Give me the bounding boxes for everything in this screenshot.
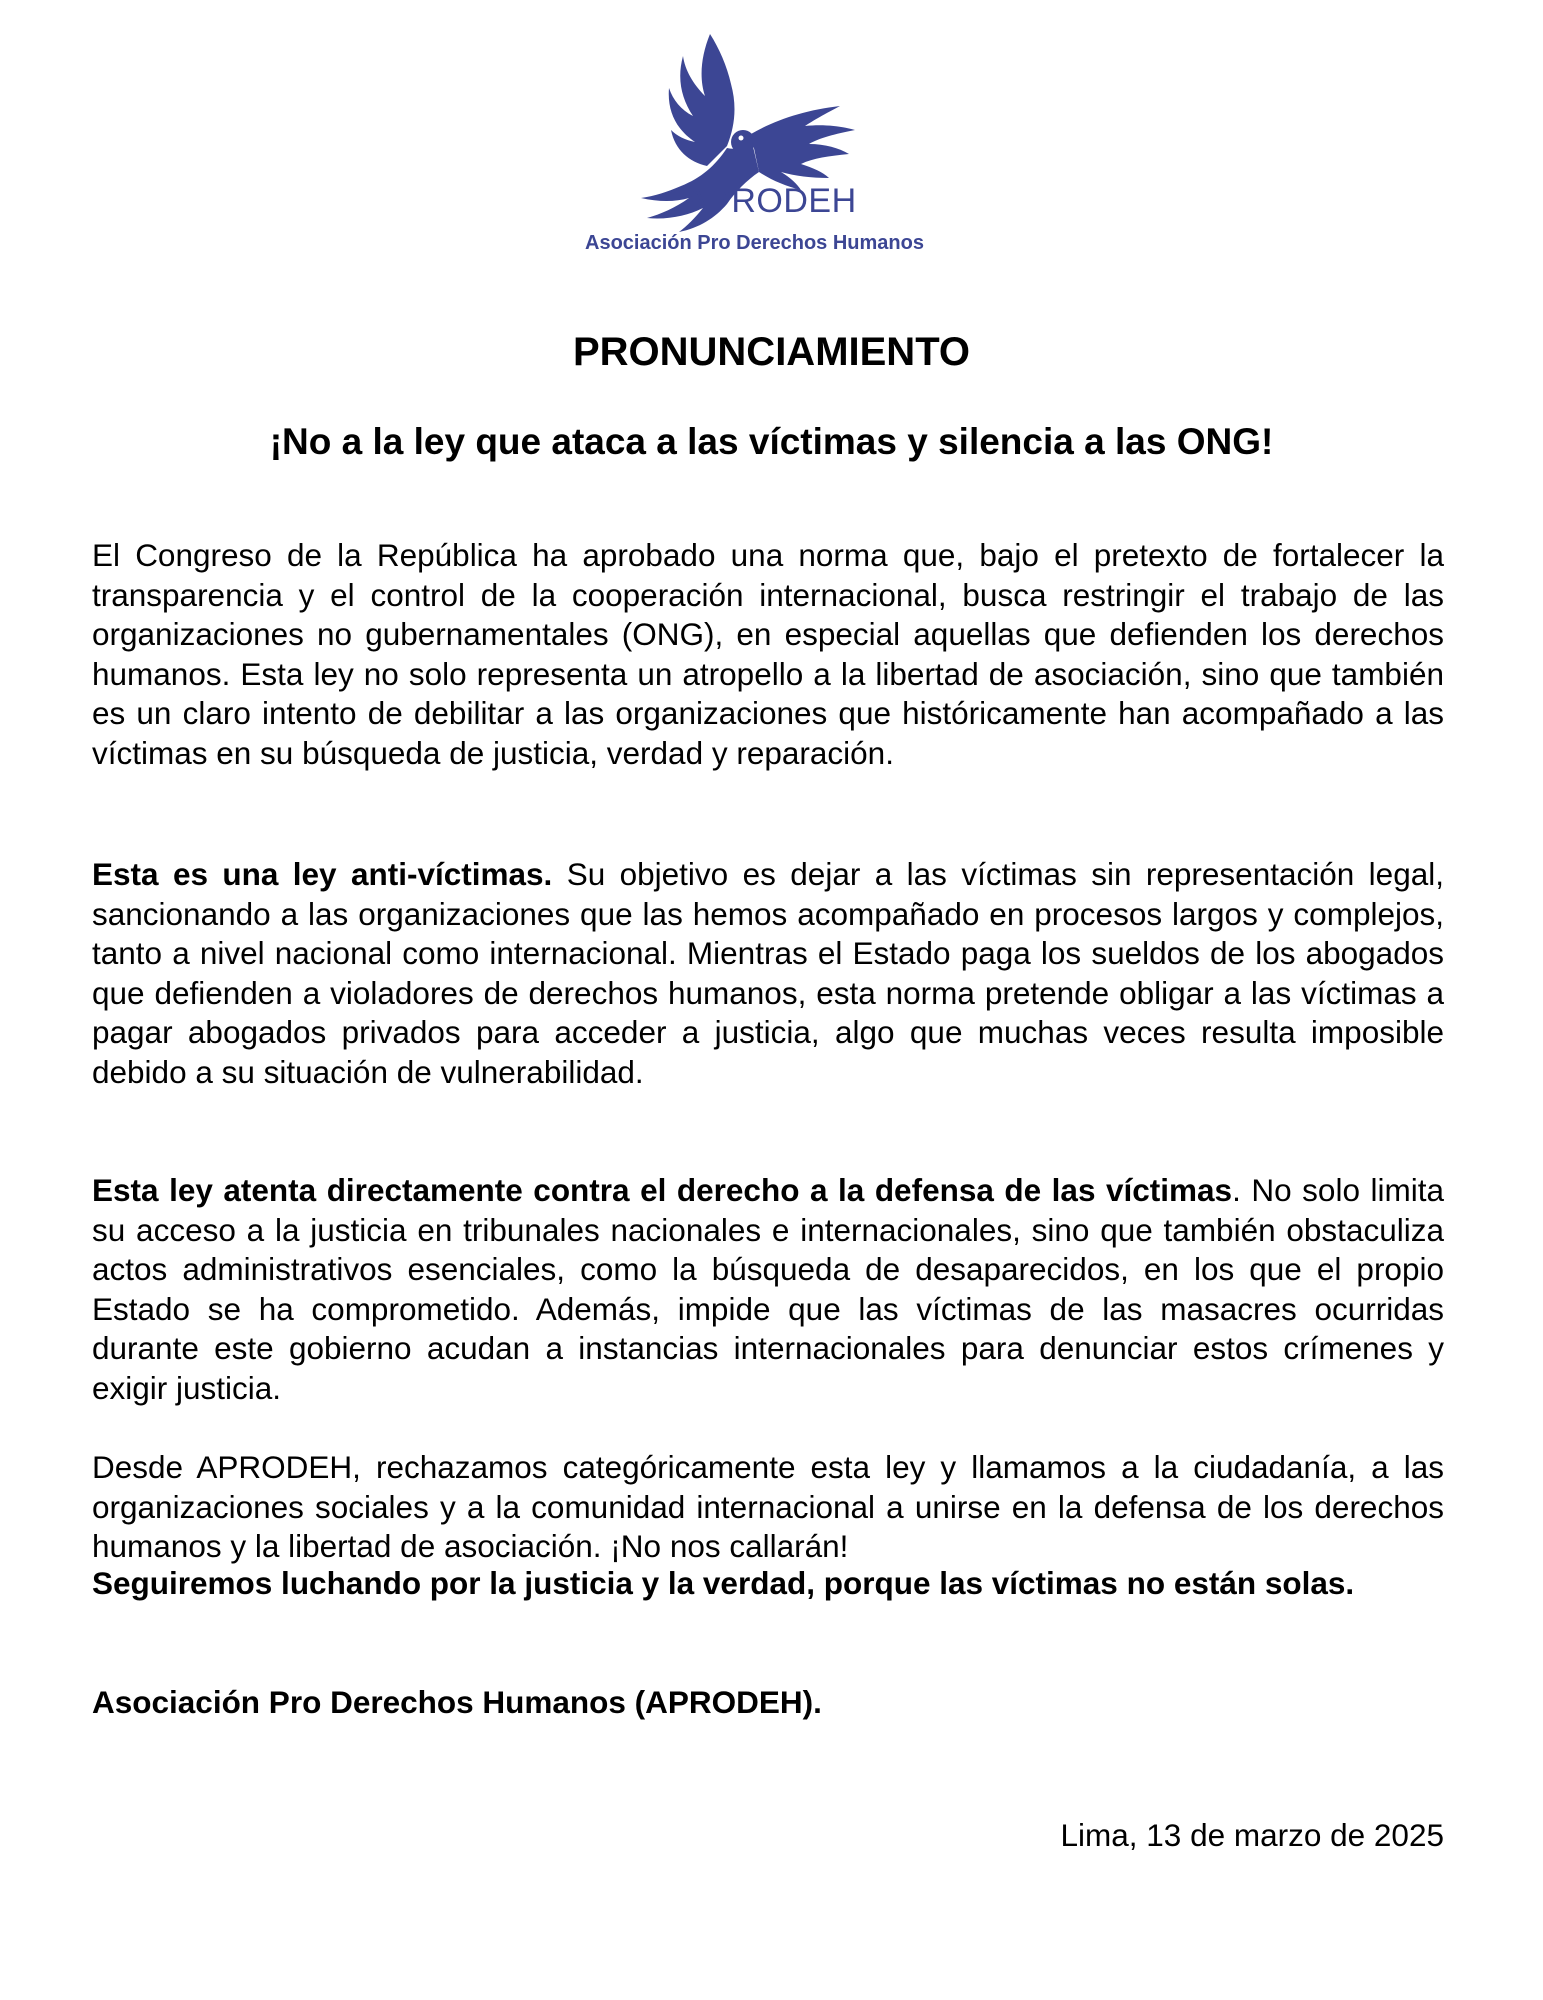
logo-subtitle: Asociación Pro Derechos Humanos bbox=[585, 232, 924, 254]
closing-statement: Seguiremos luchando por la justicia y la verdad, porque las víctimas no están solas. bbox=[92, 1565, 1355, 1601]
paragraph-4: Desde APRODEH, rechazamos categóricamente esta ley y llamamos a la ciudadanía, a las organizaciones sociales y a la comunidad internacional a unirse en la defensa de los derechos humanos y la libertad de asociación. ¡No nos callarán! bbox=[92, 1449, 1444, 1564]
document-title: PRONUNCIAMIENTO bbox=[572, 330, 971, 374]
logo-name: APRODEH bbox=[685, 182, 857, 220]
paragraph-1: El Congreso de la República ha aprobado una norma que, bajo el pretexto de fortalecer la transparencia y el control de la cooperación internacional, busca restringir el trabajo de las organizaciones no gubernamentales (ONG), en especial aquellas que defienden los derechos humanos. Esta ley no solo representa un atropello a la libertad de asociación, sino que también es un claro intento de debilitar a las organizaciones que históricamente han acompañado a las víctimas en su búsqueda de justicia, verdad y reparación. bbox=[92, 537, 1444, 771]
paragraph-2 bbox=[92, 855, 1444, 1092]
document-date: Lima, 13 de marzo de 2025 bbox=[1060, 1817, 1444, 1853]
organization-logo bbox=[570, 26, 970, 266]
paragraph-2-lead: Esta es una ley anti-víctimas. bbox=[92, 856, 553, 892]
document-subtitle: ¡No a la ley que ataca a las víctimas y silencia a las ONG! bbox=[269, 421, 1274, 462]
paragraph-3 bbox=[92, 1171, 1444, 1408]
signature: Asociación Pro Derechos Humanos (APRODEH). bbox=[92, 1684, 822, 1720]
paragraph-3-lead: Esta ley atenta directamente contra el derecho a la defensa de las víctimas bbox=[92, 1172, 1233, 1208]
paragraph-3-text: . No solo limita su acceso a la justicia en tribunales nacionales e internacionales, sino que también obstaculiza actos administrativos esenciales, como la búsqueda de desaparecidos, en los que el propio Estado se ha comprometido. Además, impide que las víctimas de las masacres ocurridas durante este gobierno acudan a instancias internacionales para denunciar estos crímenes y exigir justicia. bbox=[92, 1172, 1444, 1406]
paragraph-2-text: Su objetivo es dejar a las víctimas sin representación legal, sancionando a las organizaciones que las hemos acompañado en procesos largos y complejos, tanto a nivel nacional como internacional. Mientras el Estado paga los sueldos de los abogados que defienden a violadores de derechos humanos, esta norma pretende obligar a las víctimas a pagar abogados privados para acceder a justicia, algo que muchas veces resulta imposible debido a su situación de vulnerabilidad. bbox=[92, 856, 1444, 1090]
